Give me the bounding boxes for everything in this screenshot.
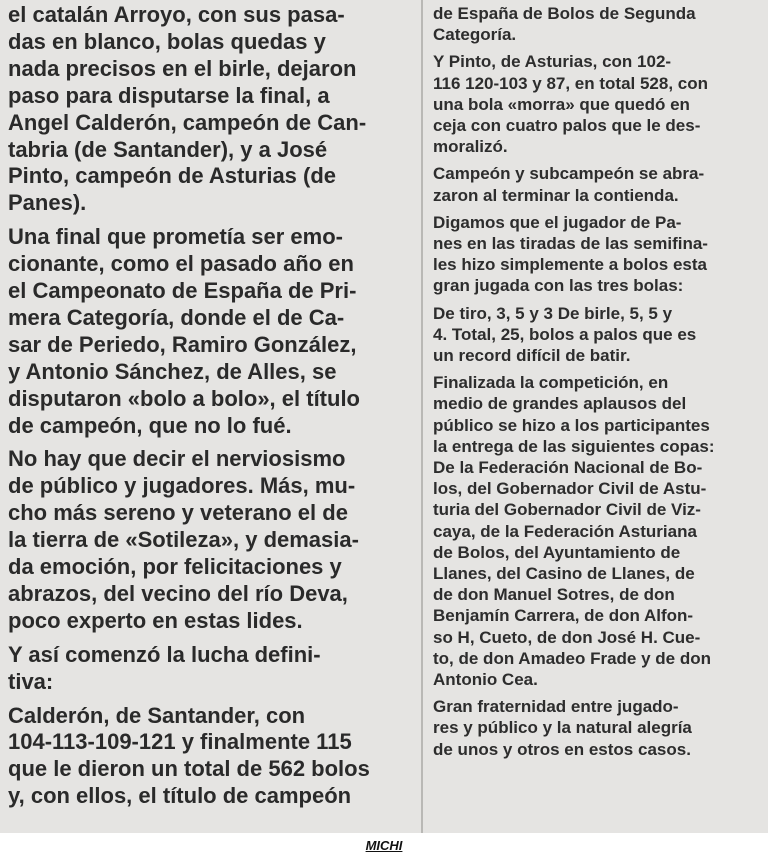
text-line: abrazos, del vecino del río Deva, <box>8 580 348 606</box>
text-line: Categoría. <box>433 25 517 45</box>
text-line: turia del Gobernador Civil de Viz- <box>433 500 701 520</box>
text-line: Pinto, campeón de Asturias (de <box>8 163 337 189</box>
text-line: to, de don Amadeo Frade y de don <box>433 648 712 668</box>
text-line: nes en las tiradas de las semifina- <box>433 234 708 253</box>
text-line: y Antonio Sánchez, de Alles, se <box>8 358 337 384</box>
text-line: No hay que decir el nerviosismo <box>8 446 346 472</box>
text-line: Y Pinto, de Asturias, con 102- <box>433 52 672 72</box>
text-line: los, del Gobernador Civil de Astu- <box>433 479 707 499</box>
text-line: 116 120-103 y 87, en total 528, con <box>433 73 708 93</box>
text-line: Campeón y subcampeón se abra- <box>433 164 705 184</box>
text-line: cho más sereno y veterano el de <box>8 500 348 526</box>
text-line: moralizó. <box>433 137 508 157</box>
text-line: sar de Periedo, Ramiro González, <box>8 331 357 357</box>
text-line: Calderón, de Santander, con <box>8 702 306 728</box>
text-line: de unos y otros en estos casos. <box>433 739 691 759</box>
text-line: de Bolos, del Ayuntamiento de <box>433 542 681 562</box>
text-line: paso para disputarse la final, a <box>8 82 330 108</box>
text-line: una bola «morra» que quedó en <box>433 94 690 114</box>
text-line: medio de grandes aplausos del <box>433 394 687 414</box>
text-line: De la Federación Nacional de Bo- <box>433 458 703 477</box>
text-line: Finalizada la competición, en <box>433 373 669 393</box>
text-line: y, con ellos, el título de campeón <box>8 783 352 809</box>
text-line: Gran fraternidad entre jugado- <box>433 697 679 717</box>
text-line: caya, de la Federación Asturiana <box>433 521 697 541</box>
text-line: que le dieron un total de 562 bolos <box>8 756 370 782</box>
text-line: la entrega de las siguientes copas: <box>433 436 715 456</box>
text-line: les hizo simplemente a bolos esta <box>433 255 707 275</box>
text-line: Una final que prometía ser emo- <box>8 224 343 250</box>
text-line: res y público y la natural alegría <box>433 718 692 738</box>
text-line: Panes). <box>8 190 87 216</box>
text-line: de campeón, que no lo fué. <box>8 412 292 438</box>
author-caption: MICHI <box>365 838 403 853</box>
text-line: Benjamín Carrera, de don Alfon- <box>433 606 694 626</box>
text-line: Angel Calderón, campeón de Can- <box>8 109 367 135</box>
text-line: so H, Cueto, de don José H. Cue- <box>433 627 701 647</box>
text-line: 104-113-109-121 y finalmente 115 <box>8 729 352 755</box>
text-line: das en blanco, bolas quedas y <box>8 28 326 54</box>
text-line: ceja con cuatro palos que le des- <box>433 116 701 135</box>
text-line: Antonio Cea. <box>433 670 538 689</box>
text-line: un record difícil de batir. <box>433 346 631 365</box>
text-line: Llanes, del Casino de Llanes, de <box>433 564 695 583</box>
text-line: de público y jugadores. Más, mu- <box>8 473 356 499</box>
text-line: de don Manuel Sotres, de don <box>433 585 675 605</box>
text-line: tabria (de Santander), y a José <box>8 136 328 162</box>
text-line: De tiro, 3, 5 y 3 De birle, 5, 5 y <box>433 303 673 323</box>
text-line: poco experto en estas lides. <box>8 607 303 633</box>
text-line: de España de Bolos de Segunda <box>433 4 696 23</box>
text-line: disputaron «bolo a bolo», el título <box>8 385 360 411</box>
column-divider <box>421 0 423 833</box>
text-line: la tierra de «Sotileza», y demasia- <box>8 527 359 553</box>
text-line: mera Categoría, donde el de Ca- <box>8 304 345 330</box>
text-line: Y así comenzó la lucha defini- <box>8 641 321 667</box>
text-line: zaron al terminar la contienda. <box>433 185 679 205</box>
text-line: gran jugada con las tres bolas: <box>433 276 684 296</box>
text-line: tiva: <box>8 668 54 694</box>
text-line: cionante, como el pasado año en <box>8 251 354 277</box>
text-line: 4. Total, 25, bolos a palos que es <box>433 324 697 344</box>
text-line: da emoción, por felicitaciones y <box>8 554 342 579</box>
text-line: el Campeonato de España de Pri- <box>8 278 357 303</box>
right-column <box>425 0 768 833</box>
text-line: nada precisos en el birle, dejaron <box>8 55 357 81</box>
text-line: público se hizo a los participantes <box>433 415 710 435</box>
text-line: el catalán Arroyo, con sus pasa- <box>8 2 345 27</box>
text-line: Digamos que el jugador de Pa- <box>433 212 682 232</box>
